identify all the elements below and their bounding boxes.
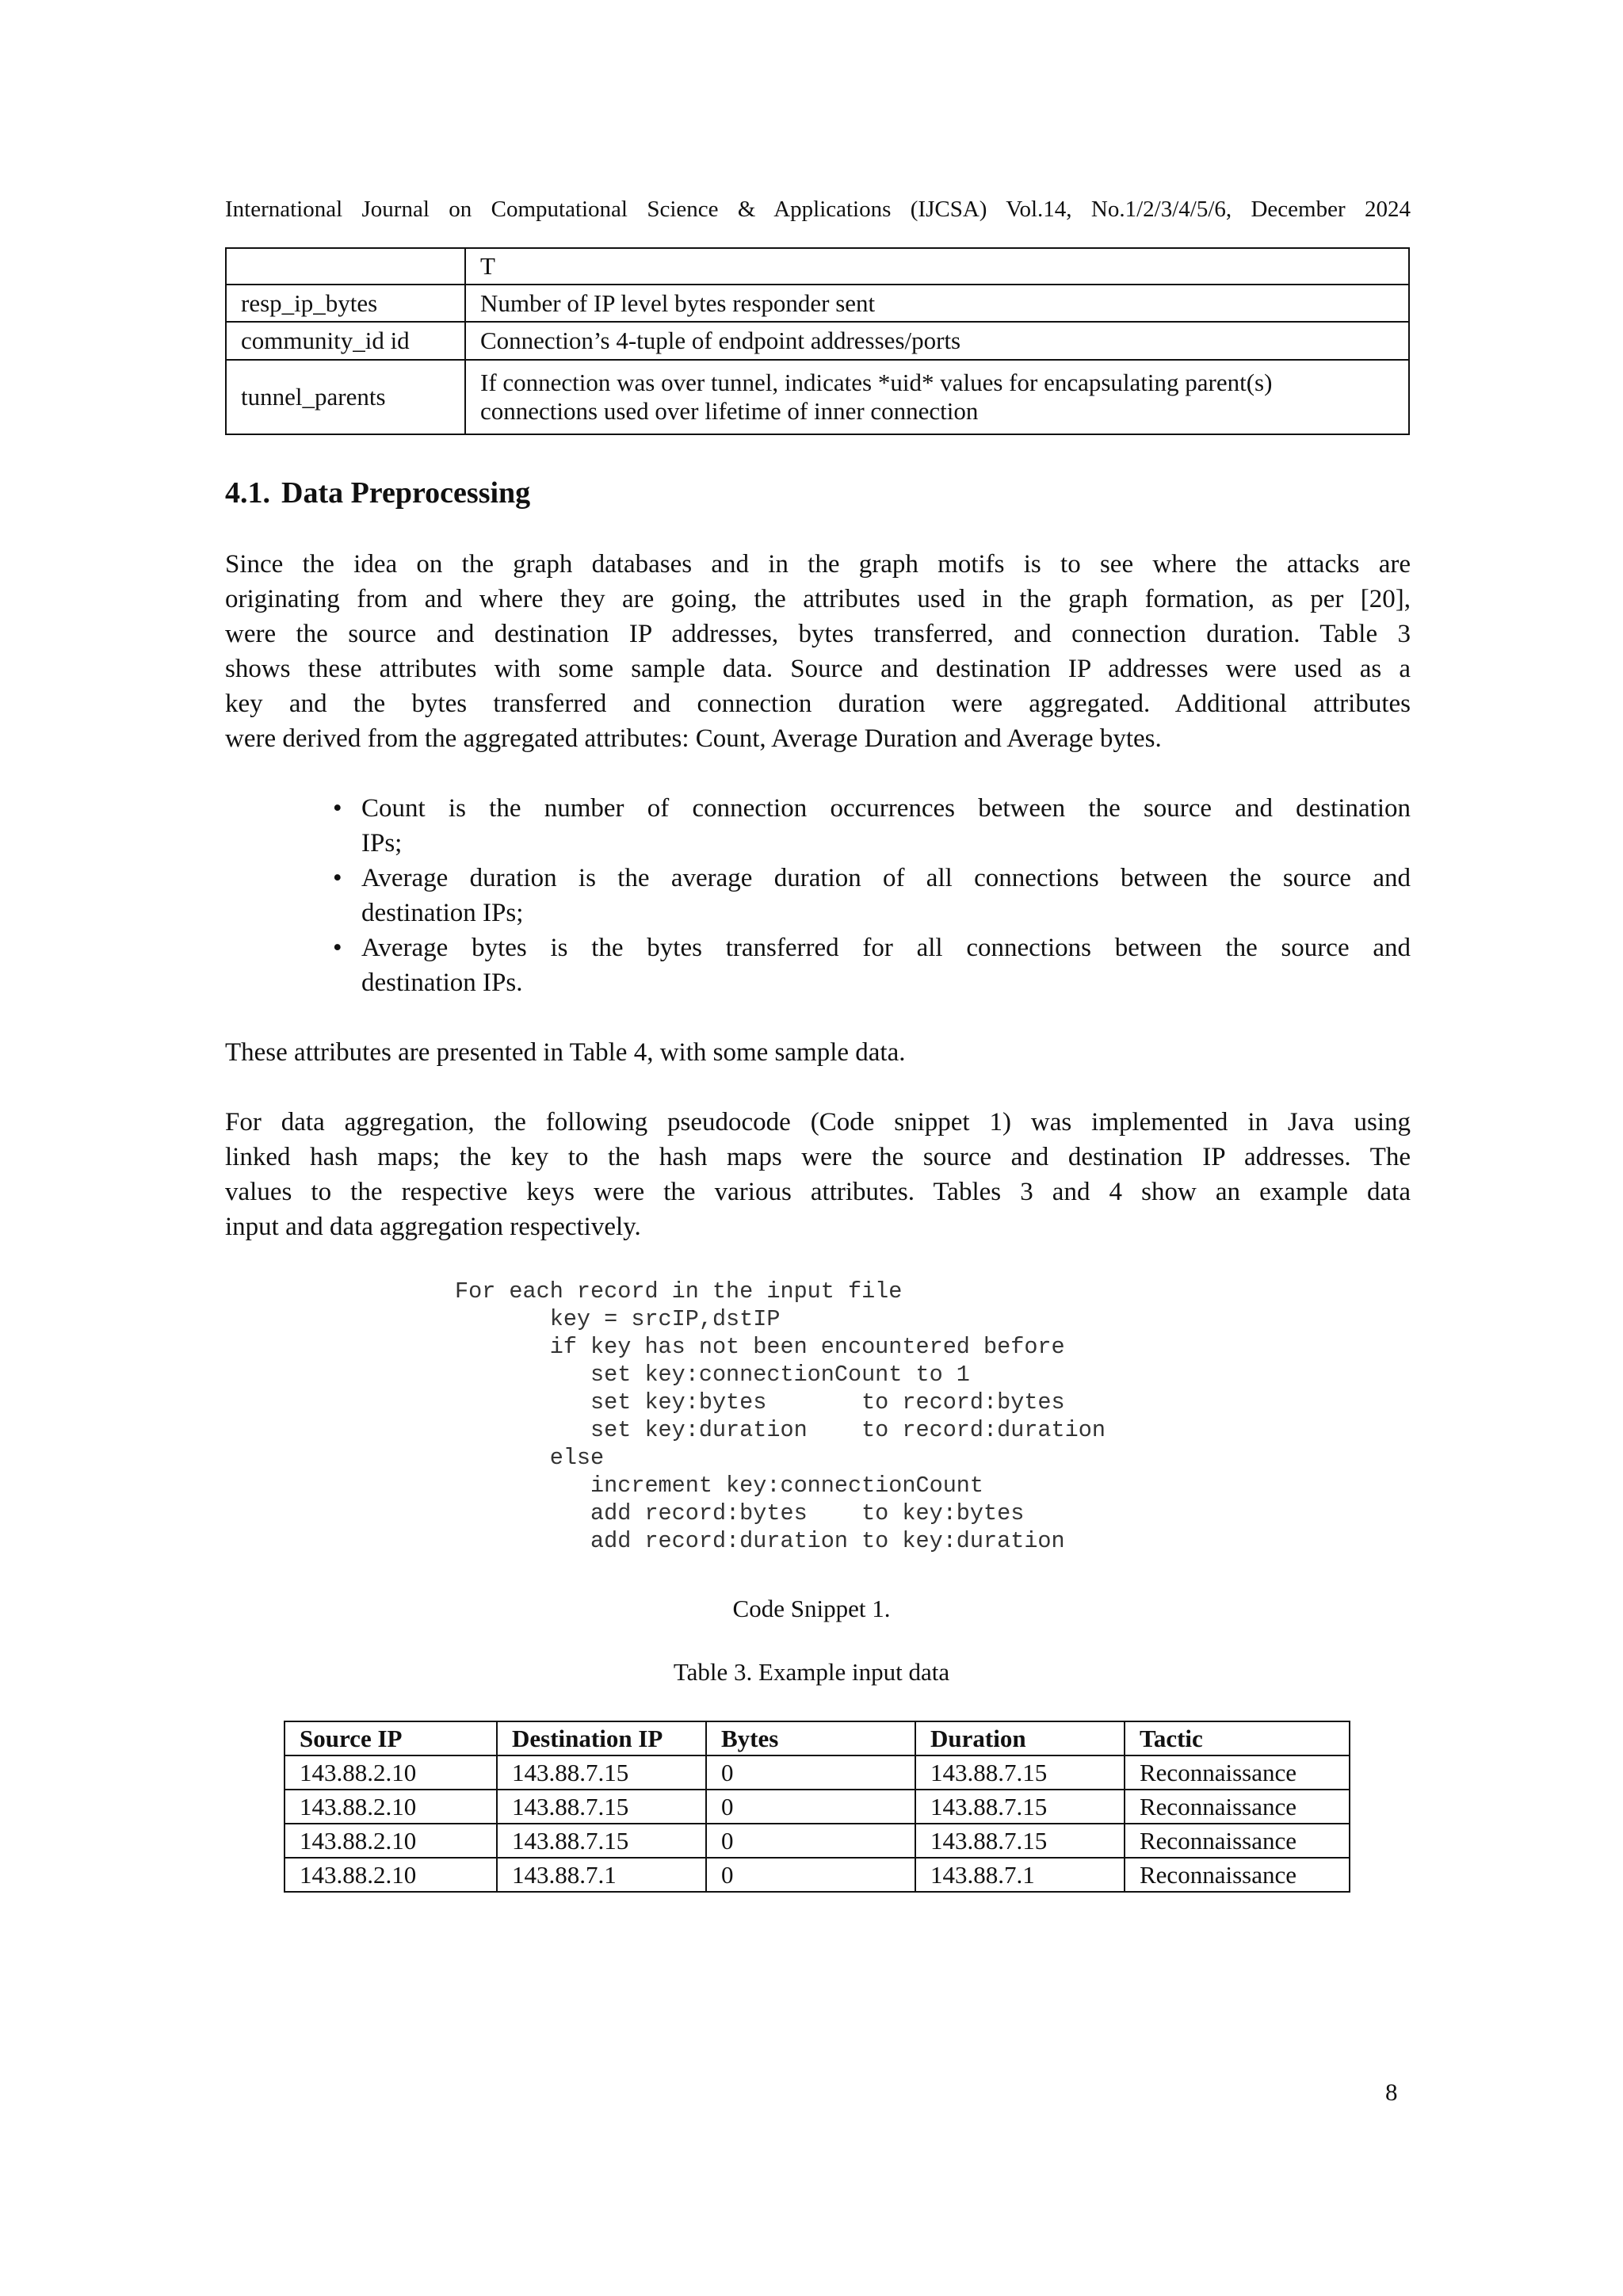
- table-cell: 143.88.7.15: [497, 1790, 706, 1824]
- table-cell: 143.88.7.15: [915, 1824, 1125, 1858]
- text-line: For data aggregation, the following pseudocode (Code snippet 1) was implemented in Java using: [225, 1108, 1411, 1137]
- table-row: [226, 248, 1409, 285]
- description-line: Number of IP level bytes responder sent: [480, 288, 876, 317]
- code-line: else: [455, 1445, 605, 1471]
- column-header: Tactic: [1125, 1721, 1350, 1755]
- text-line: IPs;: [361, 829, 403, 858]
- text-line: were derived from the aggregated attributes: Count, Average Duration and Average bytes.: [225, 724, 1162, 753]
- table-cell: 143.88.2.10: [285, 1858, 497, 1892]
- text-line: Average duration is the average duration of all connections between the source and: [361, 864, 1411, 892]
- bullet-dot: •: [333, 864, 342, 892]
- description-line: If connection was over tunnel, indicates *uid* values for encapsulating parent(s): [480, 369, 1273, 396]
- code-line: if key has not been encountered before: [455, 1334, 1065, 1360]
- text-line: key and the bytes transferred and connection duration were aggregated. Additional attributes: [225, 690, 1411, 718]
- table3-caption: Table 3. Example input data: [673, 1658, 950, 1686]
- code-line: For each record in the input file: [455, 1278, 903, 1305]
- table-cell: 143.88.2.10: [285, 1790, 497, 1824]
- text-line: Since the idea on the graph databases and in the graph motifs is to see where the attacks are: [225, 550, 1411, 579]
- attribute-description-cell: [465, 285, 1409, 322]
- table-row: [226, 360, 1409, 434]
- table-cell: 143.88.7.15: [915, 1755, 1125, 1790]
- attribute-name-cell: resp_ip_bytes: [226, 285, 465, 322]
- code-line: key = srcIP,dstIP: [455, 1306, 781, 1332]
- description-line: connections used over lifetime of inner connection: [480, 397, 979, 425]
- paragraph-graph-attributes: [225, 547, 1411, 756]
- table-cell: 143.88.7.15: [497, 1755, 706, 1790]
- bullet-list: [333, 791, 1411, 1000]
- code-line: increment key:connectionCount: [455, 1473, 984, 1499]
- table-cell: 0: [706, 1790, 915, 1824]
- table-row: [285, 1858, 1350, 1892]
- attribute-description-cell: [465, 322, 1409, 360]
- text-line: destination IPs;: [361, 899, 524, 927]
- text-line: destination IPs.: [361, 968, 523, 997]
- page-number: 8: [1385, 2078, 1398, 2106]
- description-line: T: [480, 252, 495, 280]
- column-header: Duration: [915, 1721, 1125, 1755]
- list-item: [333, 791, 1411, 861]
- column-header: Source IP: [285, 1721, 497, 1755]
- text-line: These attributes are presented in Table 4, with some sample data.: [225, 1038, 906, 1067]
- paragraph-data-aggregation: [225, 1105, 1411, 1244]
- table-cell: 0: [706, 1858, 915, 1892]
- section-number: 4.1.: [225, 476, 270, 510]
- text-line: input and data aggregation respectively.: [225, 1213, 641, 1241]
- column-header: Bytes: [706, 1721, 915, 1755]
- code-line: set key:connectionCount to 1: [455, 1362, 970, 1388]
- code-line: set key:duration to record:duration: [455, 1417, 1106, 1443]
- table-cell: Reconnaissance: [1125, 1824, 1350, 1858]
- text-line: Average bytes is the bytes transferred for all connections between the source and: [361, 934, 1411, 962]
- code-line: set key:bytes to record:bytes: [455, 1389, 1065, 1415]
- text-line: linked hash maps; the key to the hash maps were the source and destination IP addresses. The: [225, 1143, 1411, 1171]
- attribute-description-cell: [465, 248, 1409, 285]
- table-cell: 143.88.7.15: [497, 1824, 706, 1858]
- table-cell: 0: [706, 1824, 915, 1858]
- table-row: [285, 1790, 1350, 1824]
- attribute-description-cell: [465, 360, 1409, 434]
- table-cell: 143.88.2.10: [285, 1824, 497, 1858]
- list-item: [333, 930, 1411, 1000]
- table-header-row: [285, 1721, 1350, 1755]
- table-cell: 143.88.2.10: [285, 1755, 497, 1790]
- table-cell: 143.88.7.1: [497, 1858, 706, 1892]
- table-cell: 0: [706, 1755, 915, 1790]
- table-cell: 143.88.7.1: [915, 1858, 1125, 1892]
- attribute-name-cell: community_id id: [226, 322, 465, 360]
- table-cell: Reconnaissance: [1125, 1858, 1350, 1892]
- table-row: [285, 1824, 1350, 1858]
- description-line: Connection’s 4-tuple of endpoint addresses/ports: [480, 327, 961, 354]
- text-line: originating from and where they are going, the attributes used in the graph formation, as per [20],: [225, 585, 1411, 613]
- text-line: shows these attributes with some sample data. Source and destination IP addresses were used as a: [225, 655, 1411, 683]
- column-header: Destination IP: [497, 1721, 706, 1755]
- table-cell: Reconnaissance: [1125, 1755, 1350, 1790]
- table-row: [285, 1755, 1350, 1790]
- table-cell: 143.88.7.15: [915, 1790, 1125, 1824]
- running-header: International Journal on Computational Science & Applications (IJCSA) Vol.14, No.1/2/3/4/5/6, December 2024: [225, 197, 1411, 222]
- example-input-table: [284, 1721, 1350, 1893]
- attribute-name-cell: tunnel_parents: [226, 360, 465, 434]
- section-title: Data Preprocessing: [281, 476, 531, 510]
- list-item: [333, 861, 1411, 930]
- text-line: Count is the number of connection occurrences between the source and destination: [361, 794, 1411, 823]
- text-line: were the source and destination IP addresses, bytes transferred, and connection duration. Table 3: [225, 620, 1411, 648]
- section-heading: [225, 476, 530, 510]
- table-row: [226, 322, 1409, 360]
- code-line: add record:duration to key:duration: [455, 1528, 1065, 1554]
- attribute-name-cell: [226, 248, 465, 285]
- bullet-dot: •: [333, 794, 342, 823]
- attribute-table-continuation: [225, 247, 1410, 435]
- table-row: [226, 285, 1409, 322]
- bullet-dot: •: [333, 934, 342, 962]
- paragraph-attributes-table4: [225, 1035, 1411, 1070]
- table-cell: Reconnaissance: [1125, 1790, 1350, 1824]
- text-line: values to the respective keys were the various attributes. Tables 3 and 4 show an example data: [225, 1178, 1411, 1206]
- pseudocode-block: [455, 1278, 1106, 1555]
- code-line: add record:bytes to key:bytes: [455, 1500, 1025, 1526]
- code-snippet-caption: Code Snippet 1.: [732, 1595, 891, 1622]
